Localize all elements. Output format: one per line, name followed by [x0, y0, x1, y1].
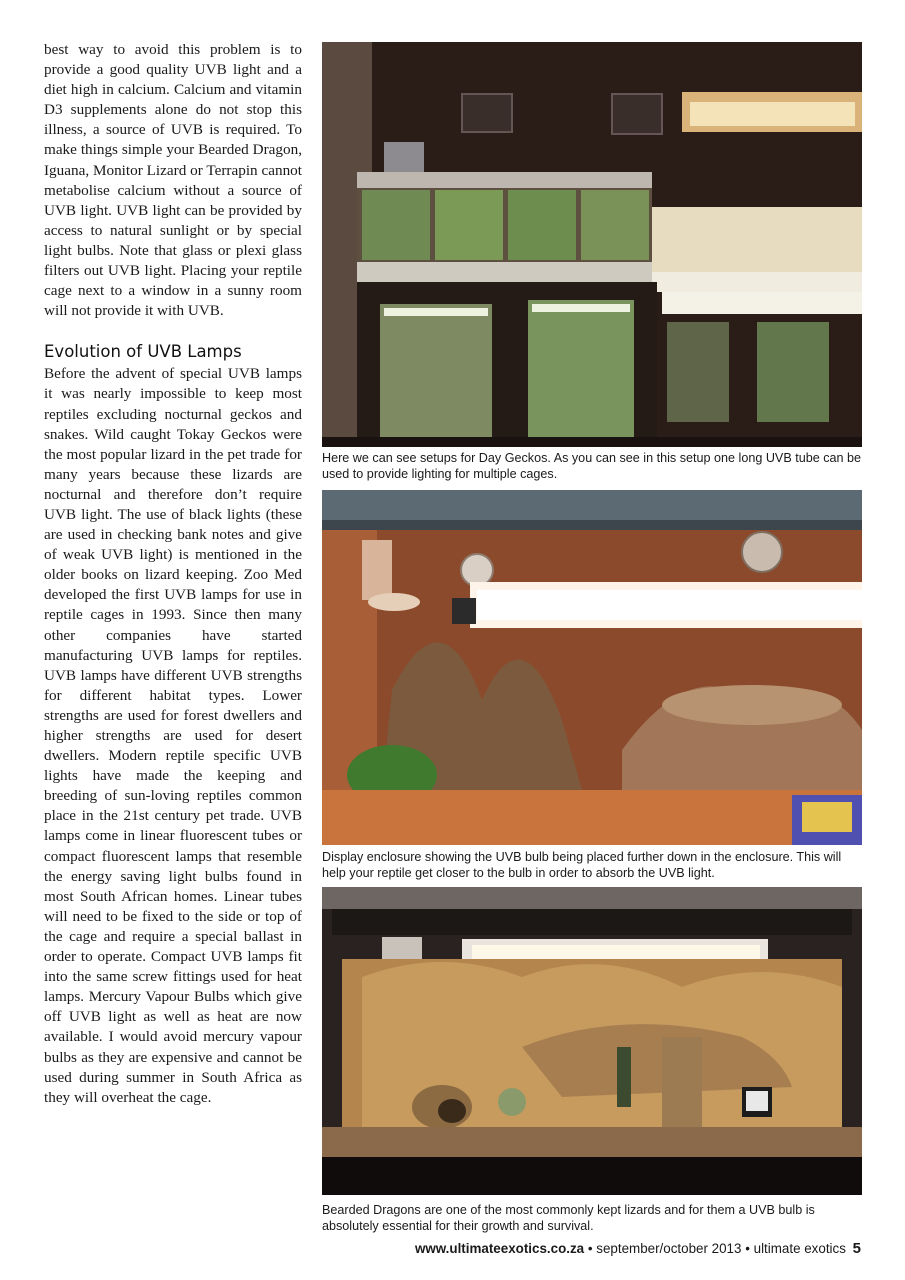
- footer-website: www.ultimateexotics.co.za: [414, 1241, 585, 1256]
- footer-publication: ultimate exotics: [753, 1241, 846, 1256]
- footer-separator: •: [745, 1241, 750, 1256]
- page-footer: [415, 1240, 861, 1257]
- page-number: 5: [852, 1240, 861, 1257]
- section-heading: Evolution of UVB Lamps: [44, 342, 242, 362]
- day-gecko-setup-caption: Here we can see setups for Day Geckos. As you can see in this setup one long UVB tube can be used to provide lighting for multiple cages.: [322, 451, 862, 481]
- bearded-dragon-enclosure-photo: [322, 887, 862, 1195]
- day-gecko-setup-illustration: [322, 42, 862, 447]
- footer-separator: •: [587, 1241, 593, 1256]
- bearded-dragon-enclosure-caption: Bearded Dragons are one of the most commonly kept lizards and for them a UVB bulb is absolutely essential for their growth and survival.: [322, 1203, 815, 1233]
- day-gecko-setup-photo: [322, 42, 862, 447]
- intro-paragraph: best way to avoid this problem is to provide a good quality UVB light and a diet high in calcium. Calcium and vitamin D3 supplements alone do not stop this illness, a source of UVB is required. To make things simple your Bearded Dragon, Iguana, Monitor Lizard or Terrapin cannot metabolise calcium without a source of UVB light. UVB light can be provided by access to natural sunlight or by special light bulbs. Note that glass or plexi glass filters out UVB light. Placing your reptile cage next to a window in a sunny room will not provide it with UVB.: [44, 41, 302, 320]
- display-enclosure-illustration: [322, 490, 862, 845]
- article-text-column: [44, 40, 302, 1108]
- footer-issue: september/october 2013: [596, 1241, 742, 1256]
- section-paragraph: Before the advent of special UVB lamps it was nearly impossible to keep most reptiles excluding nocturnal geckos and snakes. Wild caught Tokay Geckos were the most popular lizard in the pet trade for many years because these lizards are nocturnal and therefore don’t require UVB light. The use of black lights (these are used in checking bank notes and give of weak UVB light) is mentioned in the older books on lizard keeping. Zoo Med developed the first UVB lamps for use in reptile cages in 1993. Since then many other companies have started manufacturing UVB lamps for reptiles. UVB lamps have different UVB strengths for different habitat types. Lower strengths are used for forest dwellers and higher strengths are used for desert dwellers. Modern reptile specific UVB lights have made the keeping and breeding of sun-loving reptiles common place in the 21st century pet trade. UVB lamps come in linear fluorescent tubes or compact fluorescent lamps that resemble the energy saving light bulbs found in most South African homes. Linear tubes will need to be fixed to the side or top of the cage and require a special ballast in order to operate. Compact UVB lamps fit into the same screw fittings used for heat lamps. Mercury Vapour Bulbs which give off UVB light as well as heat are now available. I would avoid mercury vapour bulbs as they are expensive and cannot be used during summer in South Africa as they will overheat the cage.: [44, 365, 302, 1106]
- display-enclosure-photo: [322, 490, 862, 845]
- bearded-dragon-enclosure-illustration: [322, 887, 862, 1195]
- display-enclosure-caption: Display enclosure showing the UVB bulb being placed further down in the enclosure. This will help your reptile get closer to the bulb in order to absorb the UVB light.: [322, 850, 842, 880]
